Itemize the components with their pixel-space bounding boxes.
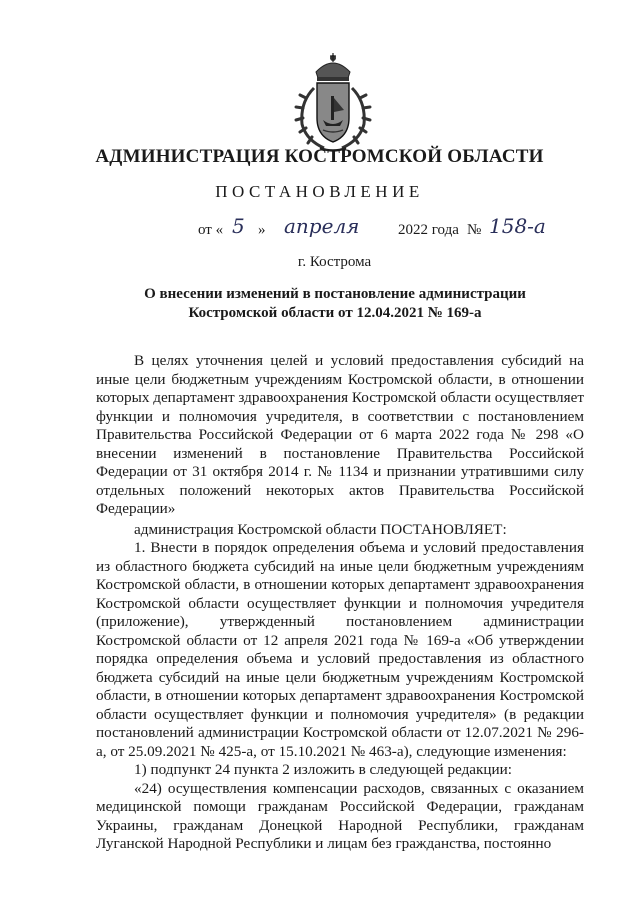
subject-line: О внесении изменений в постановление администрации (144, 286, 526, 302)
number-label: № (467, 222, 482, 238)
coat-of-arms-emblem (290, 52, 376, 156)
date-number-line (198, 214, 578, 244)
date-close-quote: » (258, 222, 266, 238)
body-paragraph: 1) подпункт 24 пункта 2 изложить в следующей редакции: (134, 761, 513, 778)
body-paragraph: администрация Костромской области ПОСТАНОВЛЯЕТ: (134, 520, 507, 538)
date-month-handwritten: апреля (284, 214, 360, 238)
subject-line: Костромской области от 12.04.2021 № 169-а (188, 305, 482, 321)
document-body (96, 352, 584, 854)
organization-title: АДМИНИСТРАЦИЯ КОСТРОМСКОЙ ОБЛАСТИ (95, 146, 544, 167)
date-year-text: 2022 года (398, 222, 459, 238)
document-type-heading: ПОСТАНОВЛЕНИЕ (215, 182, 424, 201)
body-paragraph: «24) осуществления компенсации расходов, связанных с оказанием медицинской помощи гражданам Российской Федерации, гражданам Украины, гражданам Донецкой Народной Республики, гражданам Луганской Народной Республики и лицам без гражданства, постоянно (96, 779, 584, 852)
city-line: г. Кострома (297, 254, 372, 270)
date-day-handwritten: 5 (232, 214, 245, 238)
document-subject (110, 285, 560, 323)
body-paragraph: 1. Внести в порядок определения объема и условий предоставления из областного бюджета субсидий на иные цели бюджетным учреждениям Костромской области, в отношении которых департамент здравоохранения Костромской области осуществляет функции и полномочия учредителя (приложение), утвержденный постановлением администрации Костромской области от 12 апреля 2021 года № 169-а «Об утверждении порядка определения объема и условий предоставления из областного бюджета субсидий на иные цели бюджетным учреждениям Костромской области, в отношении которых департамент здравоохранения Костромской области осуществляет функции и полномочия учредителя» (в редакции постановлений администрации Костромской области от 12.07.2021 № 296-а, от 25.09.2021 № 425-а, от 15.10.2021 № 463-а), следующие изменения: (96, 539, 584, 760)
body-paragraph: В целях уточнения целей и условий предоставления субсидий на иные цели бюджетным учреждениям Костромской области, в отношении которых департамент здравоохранения Костромской области осуществляет функции и полномочия учредителя, в соответствии с постановлением Правительства Российской Федерации от 6 марта 2022 года № 298 «О внесении изменений в постановление Правительства Российской Федерации от 31 октября 2014 г. № 1134 и признании утратившими силу отдельных положений некоторых актов Правительства Российской Федерации» (96, 352, 584, 517)
date-from-label: от « (198, 222, 224, 238)
document-number-handwritten: 158-а (489, 214, 546, 238)
